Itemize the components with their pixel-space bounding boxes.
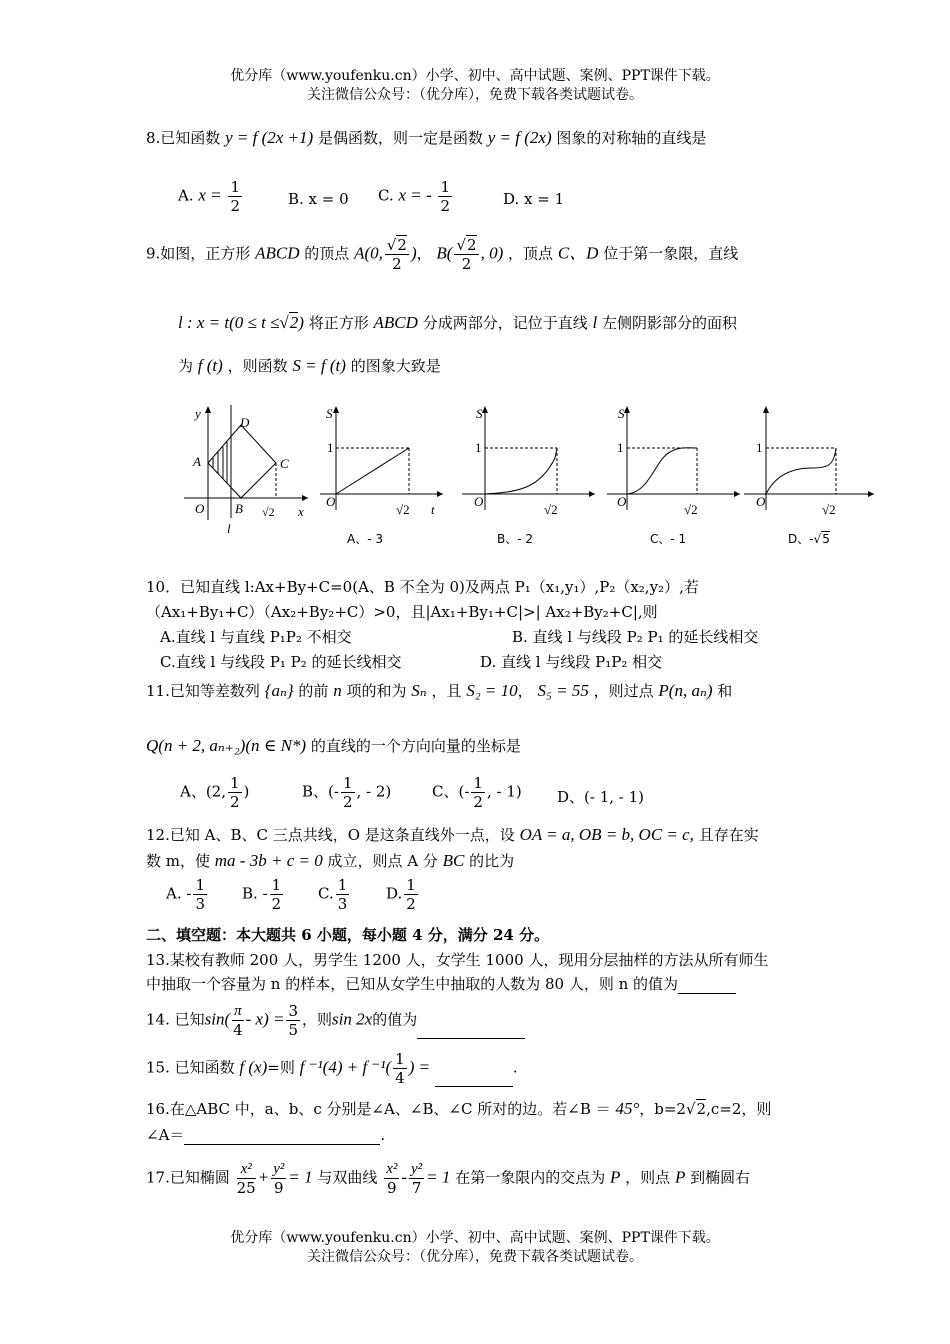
q9-l3-ft: f (t)	[197, 356, 223, 375]
svg-text:√2: √2	[396, 502, 410, 517]
q9-prefix: 9.如图，正方形	[146, 244, 251, 263]
q10-option-c: C.直线 l 与线段 P₁ P₂ 的延长线相交	[160, 653, 402, 671]
frac-num: x²	[237, 1160, 256, 1179]
q12-l1: 12.已知 A、B、C 三点共线，O 是这条直线外一点，设	[146, 826, 515, 844]
q16-sqrt: 2	[696, 1100, 707, 1118]
q12-a-text: A. -	[166, 884, 192, 903]
frac-num: y²	[273, 1161, 285, 1177]
q8-mid: 是偶函数，则一定是函数	[317, 129, 483, 147]
label-o: O	[756, 494, 766, 509]
question-9-line-1: 9.如图，正方形 ABCD 的顶点 A(0, $\frac{√2}{2}$ )， B( $\frac{√2}{2}$ , 0) ，顶点 C、D 位于第一象限，直线	[146, 236, 739, 273]
q9-l2-mid: 将正方形	[308, 314, 369, 332]
label-y: y	[195, 406, 201, 421]
q14-sin2x: sin 2x	[332, 1009, 373, 1029]
label-one: 1	[756, 440, 763, 455]
q11-point-p: P(n, aₙ)	[658, 681, 713, 700]
q11-mid: 的前	[298, 682, 329, 700]
q8-suffix: 图象的对称轴的直线是	[556, 129, 707, 147]
curve-c	[627, 448, 697, 494]
q17-p: P	[609, 1167, 621, 1187]
q12-b-text: B. -	[242, 884, 268, 903]
q11-option-c	[432, 774, 522, 811]
caption-d: D、-√5	[788, 532, 830, 546]
frac-num: 1	[473, 774, 483, 792]
question-9-line-3	[178, 355, 441, 376]
q15-expr: f ⁻¹(4) + f ⁻¹(	[299, 1057, 392, 1077]
graph-a	[318, 400, 448, 550]
q8-a-eq: x =	[198, 185, 222, 205]
q12-c-text: C.	[318, 884, 334, 903]
label-root2: 2	[829, 502, 836, 517]
q11-suffix: 和	[717, 682, 733, 700]
q16-mid: ，b=2	[639, 1100, 686, 1118]
label-one: 1	[617, 440, 624, 455]
sqrt-arg: 2	[289, 313, 299, 332]
frac-num: 1	[230, 774, 240, 792]
footer-line-1: 优分库（www.youfenku.cn）小学、初中、高中试题、案例、PPT课件下载。	[230, 1230, 720, 1246]
question-12-line-1	[146, 824, 759, 845]
question-15	[146, 1050, 518, 1087]
q12-option-b	[242, 876, 285, 913]
label-b: B	[235, 501, 243, 516]
square-figure	[180, 400, 315, 550]
q15-dot: .	[512, 1058, 518, 1077]
q10-option-a: A.直线 l 与直线 P₁P₂ 不相交	[160, 628, 352, 646]
q17-mid3: ，则点	[625, 1168, 671, 1187]
q11-option-d: D、(- 1, - 1)	[557, 788, 645, 806]
q17-prefix: 17.已知椭圆	[146, 1168, 230, 1187]
label-root2: 2	[551, 502, 558, 517]
label-s: S	[618, 406, 625, 421]
frac-num: y²	[411, 1161, 423, 1177]
graph-b	[460, 400, 600, 550]
q11-s5: S₅ = 55	[537, 681, 589, 700]
q11-l2-suffix: 的直线的一个方向向量的坐标是	[310, 737, 521, 755]
q9-b-frac: $\frac{√2}{2}$	[456, 236, 477, 273]
question-11-line-1: 11.已知等差数列 {aₙ} 的前 n 项的和为 Sₙ ，且 S₂ = 10， S₅ = 55 ，则过点 P(n, aₙ) 和	[146, 681, 733, 700]
q16-answer-blank[interactable]	[184, 1128, 380, 1145]
q9-l3-suffix: 的图象大致是	[350, 357, 441, 375]
frac-den: 2	[392, 255, 402, 273]
q9-point-b: B(	[436, 243, 453, 263]
sqrt-arg: 2	[397, 236, 407, 254]
question-17	[146, 1160, 750, 1197]
q12-d-text: D.	[386, 884, 403, 903]
q12-l2-suffix: 的比为	[469, 852, 515, 870]
caption-d-sqrt: 5	[822, 532, 830, 546]
svg-text:√2: √2	[684, 502, 698, 517]
q8-formula-1: y = f (2x +1)	[225, 128, 314, 147]
label-root2: 2	[268, 505, 275, 519]
frac-num: 1	[395, 1050, 405, 1068]
frac-num: 1	[271, 876, 282, 894]
q14-answer-blank[interactable]	[417, 1022, 525, 1039]
q11-a-end: )	[243, 782, 250, 801]
q14-mid: - x) =	[245, 1009, 285, 1029]
q11-prefix: 11.已知等差数列	[146, 682, 260, 700]
q11-a-text: A、(2,	[180, 782, 226, 801]
label-x: x	[298, 504, 304, 519]
frac-den: 7	[411, 1179, 422, 1197]
q12-l2-mid: 成立，则点 A 分	[327, 852, 438, 870]
svg-text:√2: √2	[822, 502, 836, 517]
label-l: l	[227, 521, 231, 536]
question-13-line-2	[146, 973, 736, 994]
question-10-line-2: （Ax₁+By₁+C）（Ax₂+By₂+C）>0，且|Ax₁+By₁+C|>| Ax₂+By₂+C|,则	[146, 603, 658, 621]
frac-den: 9	[274, 1179, 284, 1197]
q10-option-b: B. 直线 l 与线段 P₂ P₁ 的延长线相交	[512, 628, 759, 646]
frac-den: 2	[473, 793, 483, 811]
q8-c-frac	[438, 178, 452, 215]
q9-l2-l: l	[592, 313, 598, 332]
question-8	[146, 127, 706, 148]
q8-formula-2: y = f (2x)	[487, 128, 552, 147]
q15-mid: =则	[267, 1058, 295, 1077]
label-root2: 2	[691, 502, 698, 517]
label-s: S	[326, 406, 333, 421]
q12-bc: BC	[442, 851, 465, 870]
q9-a-frac: $\frac{√2}{2}$	[386, 236, 407, 273]
q9-l3-s: S = f (t)	[292, 356, 346, 375]
q15-prefix: 15. 已知函数	[146, 1058, 235, 1077]
q15-end: ) =	[408, 1057, 431, 1077]
header-line-2: 关注微信公众号：（优分库），免费下载各类试题试卷。	[307, 87, 643, 103]
q11-mid3: ，且	[431, 682, 462, 700]
q9-point-a: A(0,	[354, 243, 383, 263]
label-o: O	[617, 494, 627, 509]
q9-l2-suffix: 分成两部分，记位于直线	[422, 314, 588, 332]
q11-sn: Sₙ	[411, 681, 427, 700]
q9-mid2: ，顶点	[508, 244, 554, 263]
frac-num: π	[234, 1003, 242, 1019]
q17-eq2: = 1	[426, 1167, 451, 1187]
q14-suffix: 的值为	[372, 1010, 418, 1029]
question-11-line-2	[146, 735, 521, 756]
q11-s2: S₂ = 10	[466, 681, 518, 700]
frac-den: 2	[406, 895, 416, 913]
question-13-line-1: 13.某校有教师 200 人，男学生 1200 人，女学生 1000 人，现用分层抽样的方法从所有师生	[146, 951, 769, 969]
question-16-line-1: 16.在△ABC 中，a、b、c 分别是∠A、∠B、∠C 所对的边。若∠B ＝ 45°，b=2√2,c=2，则	[146, 1099, 772, 1118]
frac-num: x²	[386, 1161, 398, 1177]
frac-den: 9	[386, 1179, 397, 1197]
curve-b	[485, 448, 557, 494]
q15-fx: f (x)	[239, 1057, 268, 1077]
q8-c-label: C.	[378, 186, 394, 205]
q11-point-q: Q(n + 2, aₙ₊₂)(n ∈ N*)	[146, 736, 307, 755]
q13-answer-blank[interactable]	[678, 977, 736, 994]
q9-l3-prefix: 为	[178, 357, 194, 375]
q9-line-eq: l : x = t(0 ≤ t ≤	[178, 313, 280, 332]
q12-l1-end: 且存在实	[698, 826, 759, 844]
q17-suffix: 到椭圆右	[690, 1168, 751, 1187]
label-one: 1	[475, 440, 482, 455]
frac-num: 3	[288, 1002, 299, 1020]
q16-line2-text: ∠A＝	[146, 1126, 185, 1144]
graph-c	[605, 400, 745, 550]
label-o: O	[326, 494, 336, 509]
label-one: 1	[327, 440, 334, 455]
svg-text:√2: √2	[544, 502, 558, 517]
frac-num: 1	[337, 876, 348, 894]
caption-d-text: D、-	[788, 532, 814, 546]
frac-den: 3	[337, 895, 348, 913]
frac-den: 2	[271, 895, 282, 913]
svg-text:√2: √2	[262, 505, 275, 519]
q8-option-b	[288, 190, 349, 208]
header-line-1: 优分库（www.youfenku.cn）小学、初中、高中试题、案例、PPT课件下载。	[230, 68, 720, 84]
label-o: O	[474, 494, 484, 509]
q11-n: n	[333, 681, 342, 700]
q8-option-d	[503, 190, 564, 208]
frac-den: 2	[461, 255, 472, 273]
q11-an: {aₙ}	[264, 681, 294, 700]
q8-a-frac	[228, 178, 242, 215]
q12-eq: ma - 3b + c = 0	[214, 851, 323, 870]
frac-num: 1	[440, 178, 451, 196]
frac-num: 1	[230, 178, 240, 196]
frac-den: 4	[233, 1021, 243, 1039]
q9-mid: 的顶点	[304, 244, 350, 263]
curve-d	[766, 448, 836, 494]
q11-mid2: 项的和为	[346, 682, 407, 700]
q16-dot: .	[380, 1126, 386, 1144]
q15-answer-blank[interactable]	[435, 1070, 513, 1087]
frac-den: 4	[395, 1069, 405, 1087]
q12-option-c	[318, 876, 351, 913]
question-16-line-2	[146, 1124, 385, 1145]
q9-l3-mid: ，则函数	[227, 357, 288, 375]
footer-line-2: 关注微信公众号：（优分库），免费下载各类试题试卷。	[307, 1249, 643, 1265]
q8-a-label: A.	[178, 186, 194, 205]
q17-p2: P	[674, 1167, 686, 1187]
q9-b-end: , 0)	[480, 243, 504, 263]
frac-den: 3	[195, 895, 205, 913]
q16-angle: 45°	[615, 1099, 640, 1118]
label-root2: 2	[403, 502, 410, 517]
frac-den: 5	[288, 1021, 299, 1039]
caption-c: C、- 1	[650, 532, 687, 546]
q13-line2-text: 中抽取一个容量为 n 的样本，已知从女学生中抽取的人数为 80 人，则 n 的值为	[146, 975, 679, 993]
q14-prefix: 14. 已知	[146, 1010, 205, 1029]
q9-abcd: ABCD	[255, 243, 300, 263]
caption-b: B、- 2	[497, 532, 534, 546]
frac-den: 2	[440, 197, 451, 215]
q11-mid4: ，则过点	[593, 682, 654, 700]
label-t: t	[431, 502, 435, 517]
frac-den: 2	[230, 793, 240, 811]
q12-l2-prefix: 数 m，使	[146, 852, 210, 870]
q12-vectors: OA = a, OB = b, OC = c,	[519, 825, 694, 844]
frac-den: 25	[236, 1179, 256, 1197]
q17-minus: -	[401, 1167, 408, 1187]
label-c: C	[280, 456, 289, 471]
q11-c-end: , - 1)	[486, 782, 522, 801]
question-9-line-2: l : x = t(0 ≤ t ≤√2) 将正方形 ABCD 分成两部分，记位于直线 l 左侧阴影部分的面积	[178, 313, 738, 332]
q11-option-b	[302, 774, 391, 811]
label-d: D	[240, 415, 250, 430]
q17-plus: +	[257, 1167, 270, 1187]
q9-cd: C、D	[557, 243, 599, 263]
curve-a	[336, 448, 409, 494]
q11-b-text: B、(-	[302, 782, 339, 801]
q8-c-eq: x = -	[398, 185, 432, 205]
question-12-line-2	[146, 850, 514, 871]
q17-eq1: = 1	[288, 1167, 313, 1187]
q11-c-text: C、(-	[432, 782, 470, 801]
frac-num: 1	[342, 774, 353, 792]
section-2-title: 二、填空题：本大题共 6 小题，每小题 4 分，满分 24 分。	[146, 926, 550, 944]
q11-b-end: , - 2)	[356, 782, 392, 801]
q16-text: 16.在△ABC 中，a、b、c 分别是∠A、∠B、∠C 所对的边。若∠B ＝	[146, 1100, 611, 1118]
q9-l2-end: 左侧阴影部分的面积	[602, 314, 738, 332]
q14-sin: sin(	[204, 1009, 231, 1029]
q16-end: ,c=2，则	[706, 1100, 772, 1118]
q8-option-c	[378, 178, 454, 215]
label-s: S	[476, 406, 483, 421]
q9-l2-abcd: ABCD	[373, 313, 418, 332]
caption-a: A、- 3	[347, 532, 383, 546]
question-10-line-1: 10．已知直线 l:Ax+By+C=0(A、B 不全为 0)及两点 P₁（x₁,y₁）,P₂（x₂,y₂）,若	[146, 578, 699, 596]
q12-option-a	[166, 876, 209, 913]
label-o: O	[195, 501, 205, 516]
frac-num: 1	[195, 876, 205, 894]
sqrt-arg: 2	[467, 236, 477, 254]
q10-option-d: D. 直线 l 与线段 P₁P₂ 相交	[480, 653, 663, 671]
q12-option-d	[386, 876, 420, 913]
q8-b-text: B. x = 0	[288, 190, 349, 208]
q8-d-text: D. x = 1	[503, 190, 565, 208]
q8-option-a	[178, 178, 244, 215]
q9-suffix: 位于第一象限，直线	[603, 244, 739, 263]
label-a: A	[193, 454, 201, 469]
frac-den: 2	[230, 197, 240, 215]
q11-option-a	[180, 774, 249, 811]
q17-mid2: 在第一象限内的交点为	[455, 1168, 606, 1187]
q14-mid2: ，则	[302, 1010, 333, 1029]
q8-prefix: 8.已知函数	[146, 129, 221, 147]
question-14	[146, 1002, 525, 1039]
q17-mid: 与双曲线	[317, 1168, 378, 1187]
frac-den: 2	[342, 793, 353, 811]
graph-d	[742, 400, 882, 550]
frac-num: 1	[406, 876, 416, 894]
